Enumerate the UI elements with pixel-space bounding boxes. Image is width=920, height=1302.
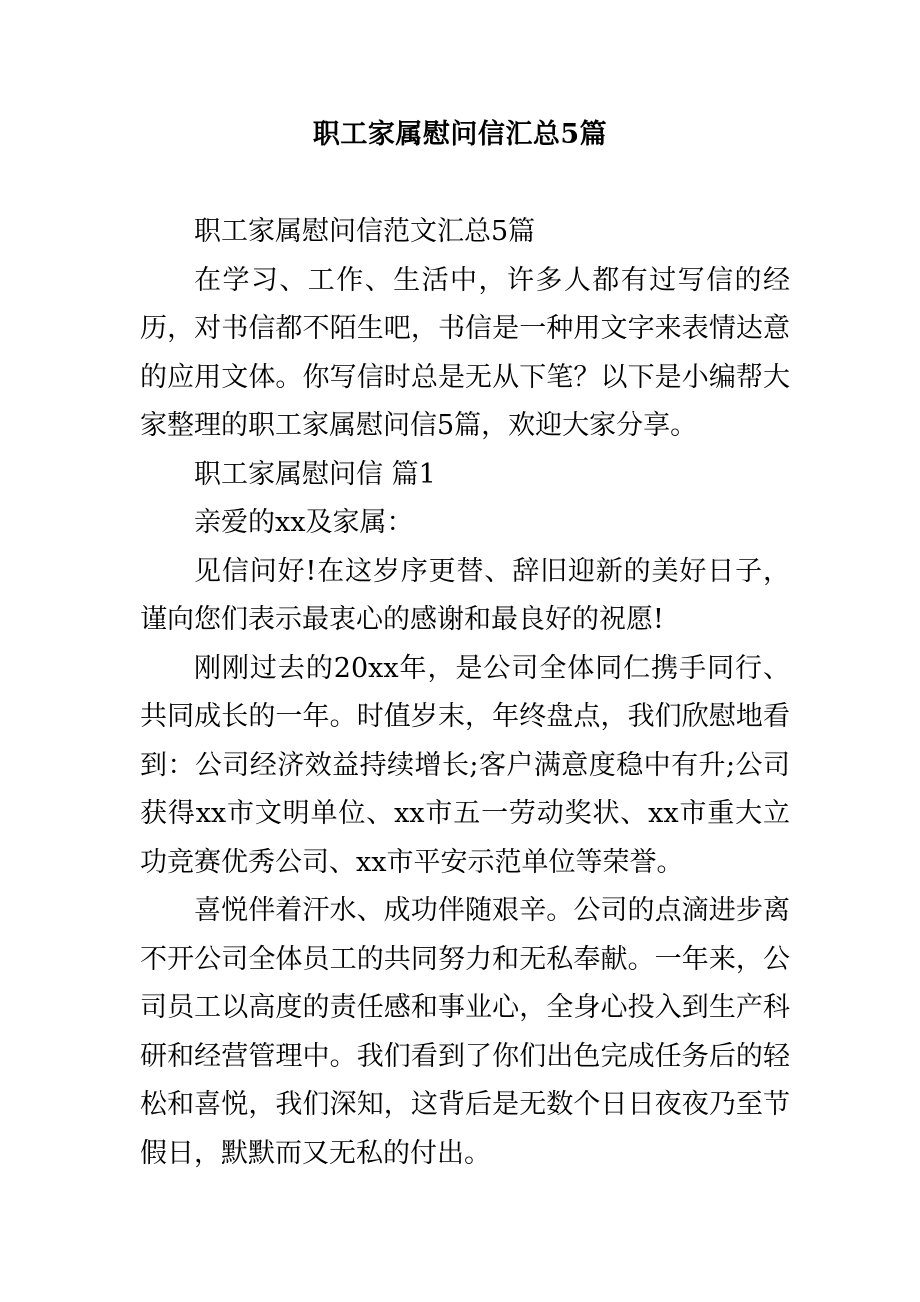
section-heading: 职工家属慰问信 篇1	[194, 458, 436, 490]
intro-paragraph: 在学习、工作、生活中，许多人都有过写信的经历，对书信都不陌生吧，书信是一种用文字来表情达意的应用文体。你写信时总是无从下笔？以下是小编帮大家整理的职工家属慰问信5篇，欢迎大家分享。	[140, 264, 790, 441]
document-body	[140, 208, 790, 1178]
subtitle-paragraph: 职工家属慰问信范文汇总5篇	[194, 216, 536, 247]
thanks-paragraph: 喜悦伴着汗水、成功伴随艰辛。公司的点滴进步离不开公司全体员工的共同努力和无私奉献。一年来，公司员工以高度的责任感和事业心，全身心投入到生产科研和经营管理中。我们看到了你们出色完成任务后的轻松和喜悦，我们深知，这背后是无数个日日夜夜乃至节假日，默默而又无私的付出。	[140, 895, 790, 1169]
document-title: 职工家属慰问信汇总5篇	[312, 119, 608, 150]
greeting-paragraph: 见信问好!在这岁序更替、辞旧迎新的美好日子，谨向您们表示最衷心的感谢和最良好的祝愿!	[140, 555, 790, 635]
review-paragraph: 刚刚过去的20xx年，是公司全体同仁携手同行、共同成长的一年。时值岁末，年终盘点，我们欣慰地看到：公司经济效益持续增长;客户满意度稳中有升;公司获得xx市文明单位、xx市五一劳动奖状、xx市重大立功竞赛优秀公司、xx市平安示范单位等荣誉。	[140, 652, 790, 878]
salutation: 亲爱的xx及家属：	[194, 507, 414, 538]
